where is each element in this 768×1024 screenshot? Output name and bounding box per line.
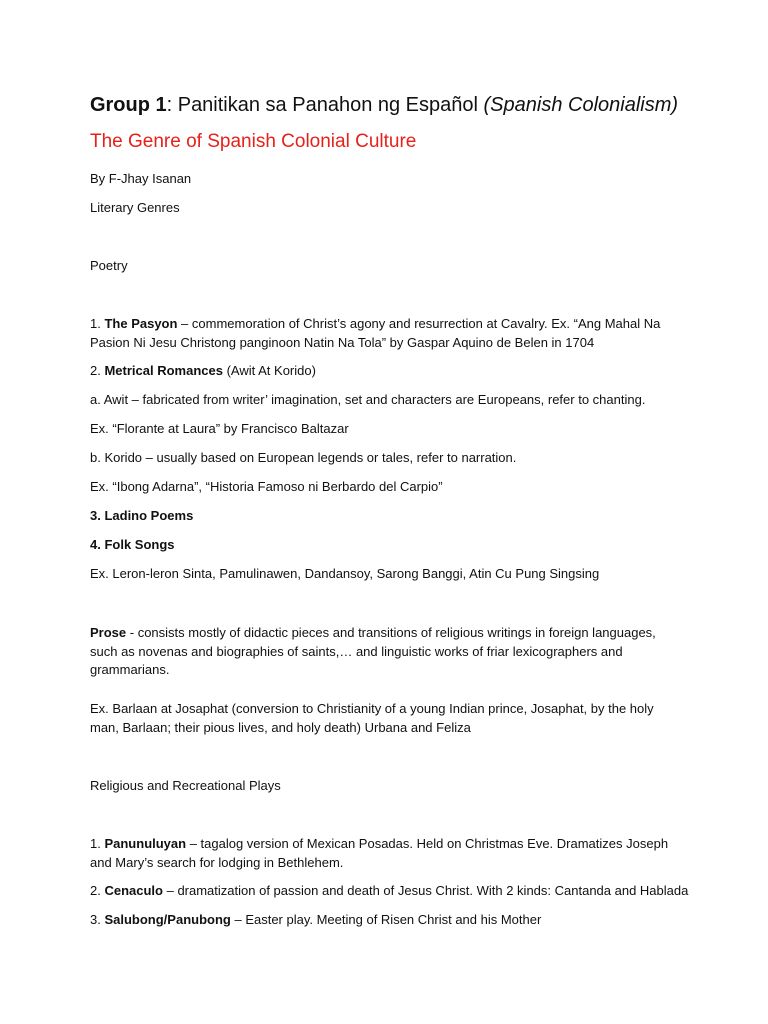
item-text: – commemoration of Christ’s agony and resurrection at Cavalry. Ex. “Ang Mahal Na Pasion Ni Jesu Christong panginoon Natin Na Tola” by Gaspar Aquino de Belen in 1704 [90,316,661,350]
item-number: 1. [90,836,105,851]
item-term: 3. Ladino Poems [90,508,194,523]
item-term: The Pasyon [104,316,178,331]
section-heading: The Genre of Spanish Colonial Culture [90,131,417,152]
korido-example: Ex. “Ibong Adarna”, “Historia Famoso ni Berbardo del Carpio” [90,479,443,494]
item-text: – dramatization of passion and death of Jesus Christ. With 2 kinds: Cantanda and Hablada [162,883,689,898]
title-group: Group 1 [89,94,167,116]
item-term: Salubong/Panubong [104,912,231,927]
awit-example: Ex. “Florante at Laura” by Francisco Baltazar [90,421,349,436]
item-term: Metrical Romances [104,363,223,378]
item-number: 3. [90,912,105,927]
item-number: 2. [90,883,105,898]
prose-term: Prose [90,625,127,640]
item-term: Panunuluyan [104,836,187,851]
awit-description: a. Awit – fabricated from writer’ imagination, set and characters are Europeans, refer to chanting. [90,392,646,407]
literary-genres-label: Literary Genres [90,200,180,215]
title-main: : Panitikan sa Panahon ng Español [166,94,484,116]
folk-songs-example: Ex. Leron-leron Sinta, Pamulinawen, Dandansoy, Sarong Banggi, Atin Cu Pung Singsing [90,566,600,581]
item-number: 2. [90,363,105,378]
poetry-item-ladino [90,507,193,525]
document-title [0,94,768,117]
plays-item-cenaculo [90,882,688,900]
prose-text: - consists mostly of didactic pieces and transitions of religious writings in foreign languages, such as novenas and biographies of saints,… and linguistic works of friar lexicographers and grammarians. [90,625,656,677]
poetry-item-folk-songs [90,536,175,554]
item-term: 4. Folk Songs [90,537,175,552]
poetry-item-pasyon [90,315,680,352]
item-number: 1. [90,316,105,331]
author-line: By F-Jhay Isanan [90,171,192,186]
item-term: Cenaculo [104,883,163,898]
plays-item-salubong [90,911,541,929]
poetry-label: Poetry [90,258,128,273]
plays-label: Religious and Recreational Plays [90,778,281,793]
prose-paragraph [90,624,680,680]
korido-description: b. Korido – usually based on European legends or tales, refer to narration. [90,450,517,465]
plays-item-panunuluyan [90,835,680,872]
title-italic: (Spanish Colonialism) [483,94,679,116]
poetry-item-metrical-romances [90,362,316,380]
item-text: (Awit At Korido) [222,363,316,378]
item-text: – Easter play. Meeting of Risen Christ and his Mother [230,912,542,927]
item-text: – tagalog version of Mexican Posadas. Held on Christmas Eve. Dramatizes Joseph and Mary’s search for lodging in Bethlehem. [90,836,669,870]
prose-example: Ex. Barlaan at Josaphat (conversion to Christianity of a young Indian prince, Josaphat, by the holy man, Barlaan; their pious lives, and holy death) Urbana and Feliza [90,701,654,735]
